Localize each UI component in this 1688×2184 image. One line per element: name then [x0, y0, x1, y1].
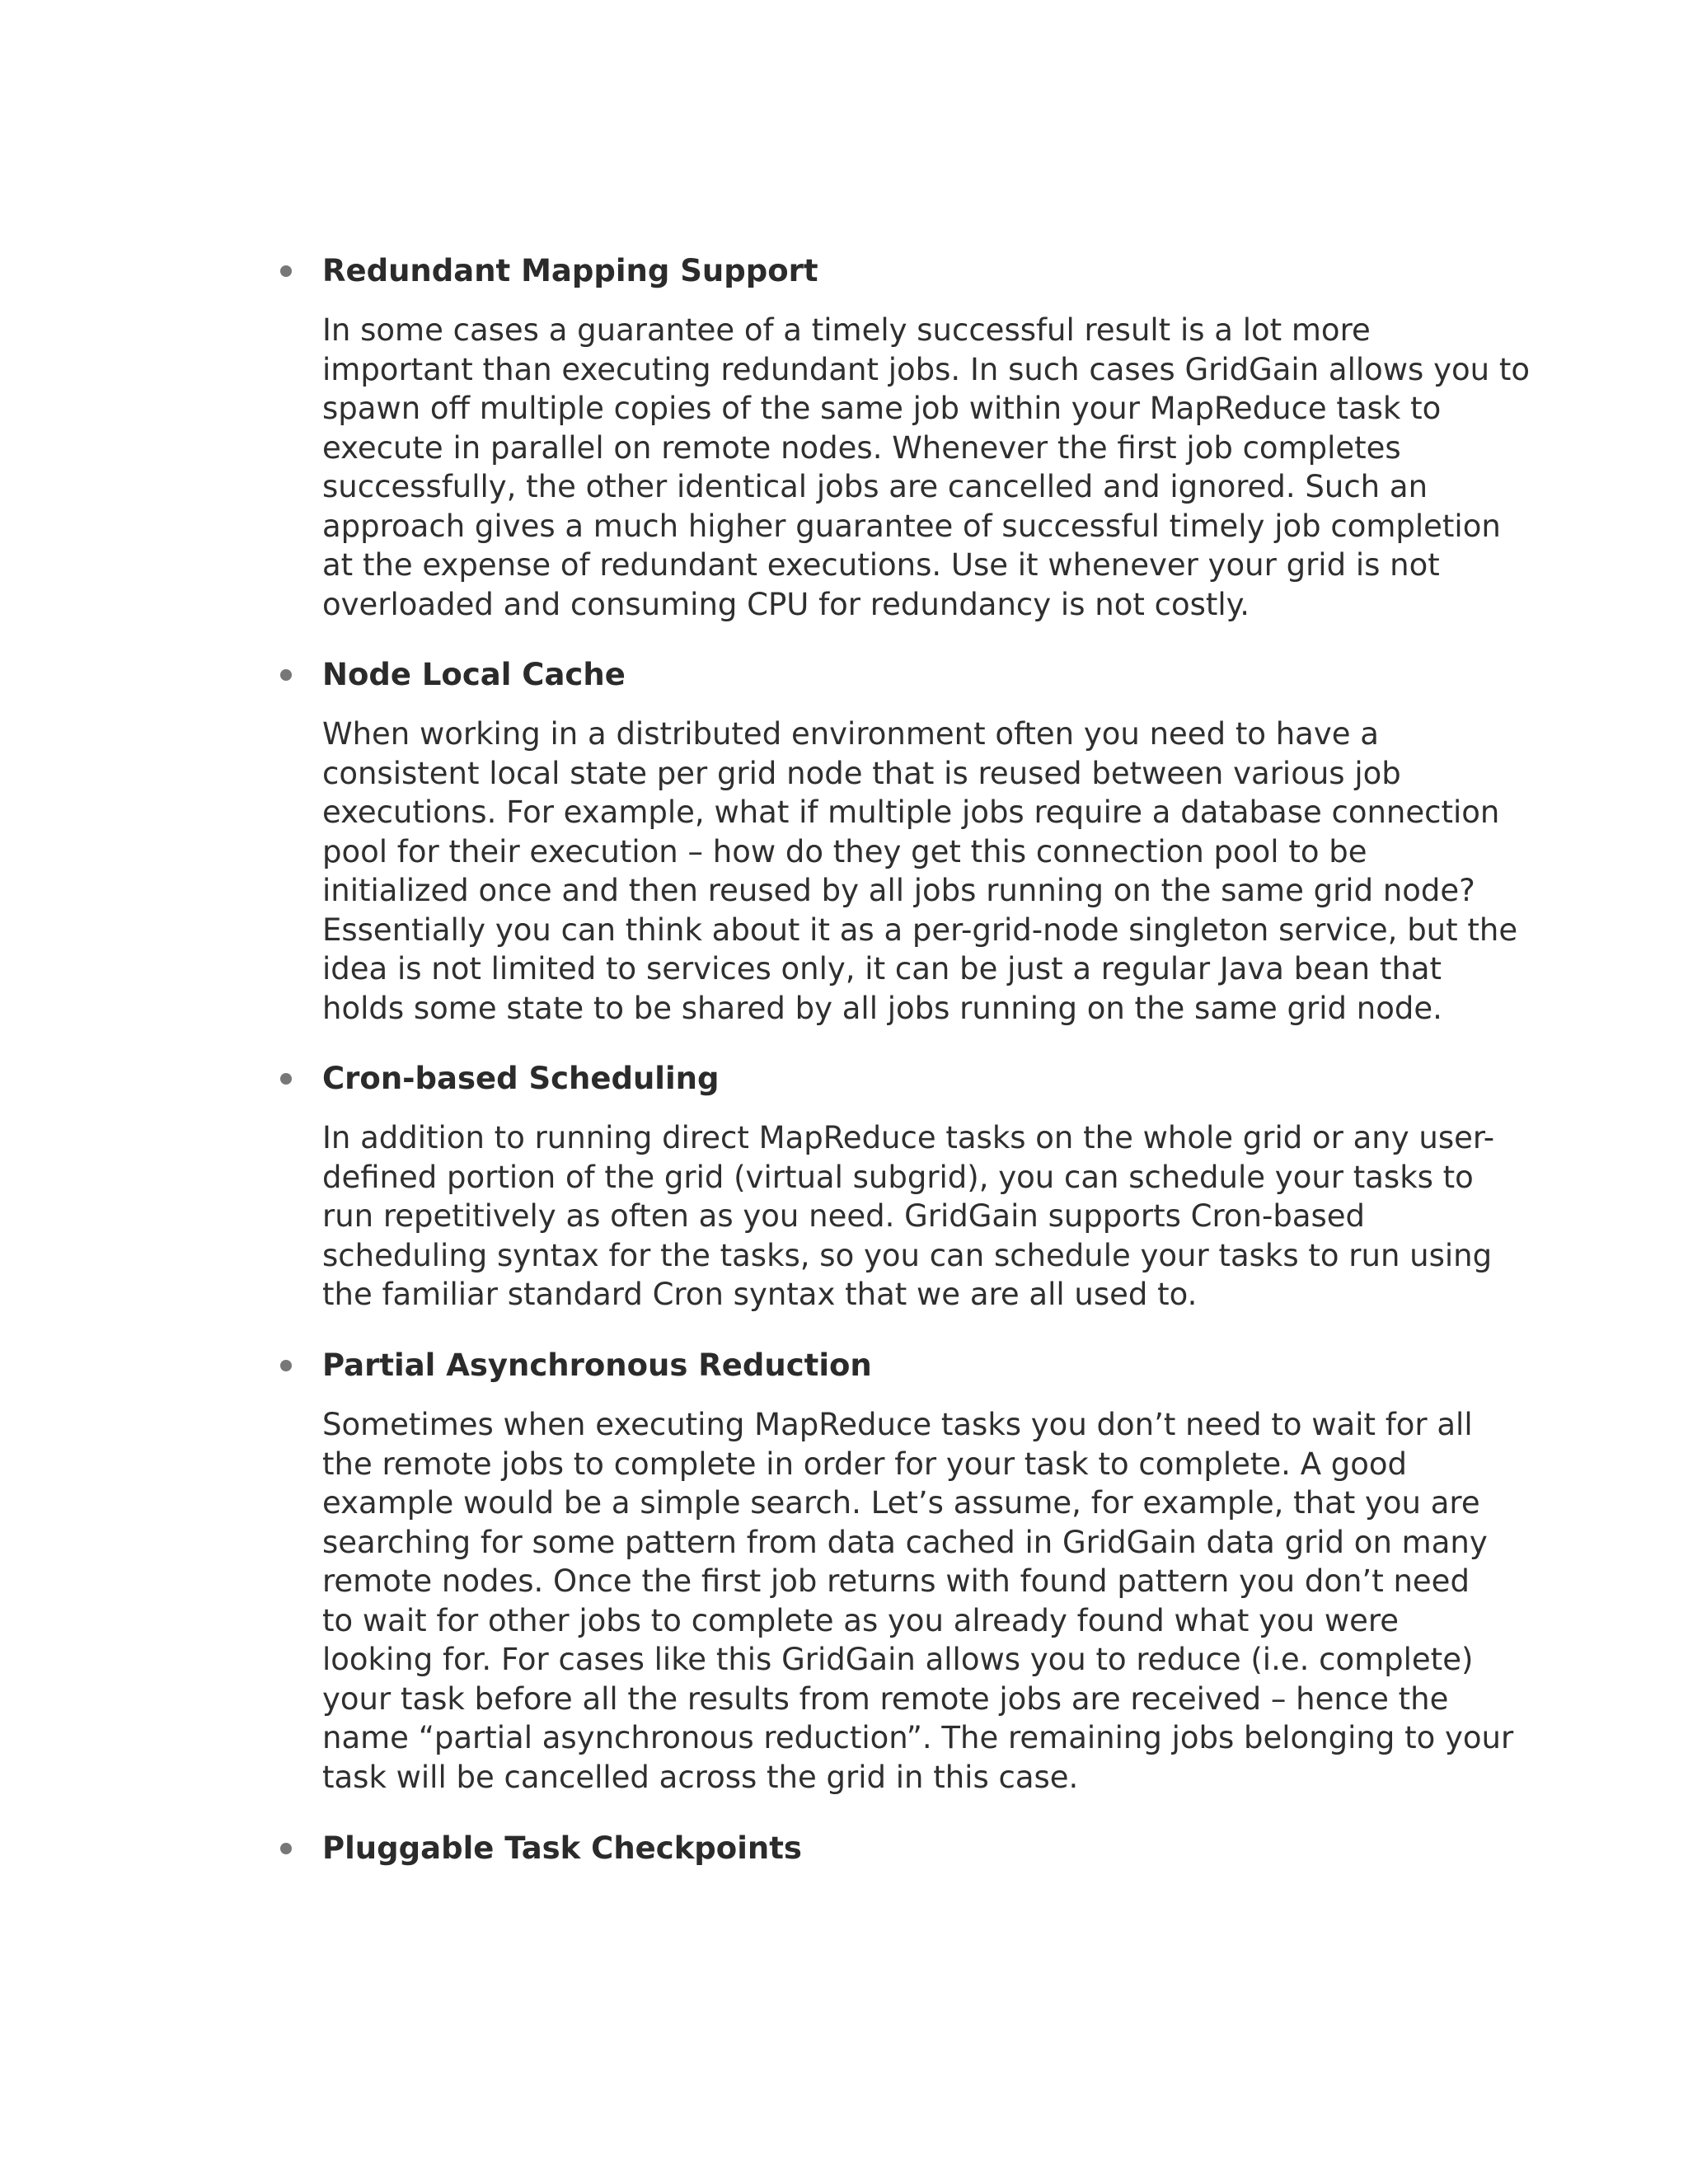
- description-line: spawn off multiple copies of the same job within your MapReduce task to: [322, 391, 1442, 426]
- description-line: holds some state to be shared by all jobs running on the same grid node.: [322, 990, 1442, 1026]
- description-line: executions. For example, what if multiple jobs require a database connection: [322, 794, 1500, 830]
- description-line: at the expense of redundant executions. Use it whenever your grid is not: [322, 547, 1440, 583]
- description-line: approach gives a much higher guarantee of successful timely job completion: [322, 508, 1501, 544]
- description-line: example would be a simple search. Let’s assume, for example, that you are: [322, 1485, 1480, 1521]
- description-line: remote nodes. Once the first job returns with found pattern you don’t need: [322, 1563, 1470, 1599]
- description-line: Essentially you can think about it as a per-grid-node singleton service, but the: [322, 912, 1518, 948]
- description-line: successfully, the other identical jobs are cancelled and ignored. Such an: [322, 469, 1428, 504]
- feature-description: [322, 1405, 1514, 1797]
- bullet-icon: [280, 1843, 292, 1854]
- description-line: task will be cancelled across the grid in this case.: [322, 1759, 1079, 1795]
- description-line: When working in a distributed environment often you need to have a: [322, 716, 1379, 752]
- description-line: In some cases a guarantee of a timely successful result is a lot more: [322, 312, 1371, 348]
- description-line: defined portion of the grid (virtual subgrid), you can schedule your tasks to: [322, 1159, 1474, 1195]
- feature-description: [322, 1118, 1495, 1315]
- bullet-icon: [280, 669, 292, 681]
- description-line: initialized once and then reused by all jobs running on the same grid node?: [322, 873, 1475, 908]
- description-line: consistent local state per grid node that is reused between various job: [322, 755, 1401, 791]
- bullet-icon: [280, 1073, 292, 1085]
- description-line: to wait for other jobs to complete as you already found what you were: [322, 1602, 1400, 1638]
- description-line: run repetitively as often as you need. GridGain supports Cron-based: [322, 1198, 1366, 1234]
- description-line: the remote jobs to complete in order for your task to complete. A good: [322, 1446, 1408, 1482]
- description-line: important than executing redundant jobs. In such cases GridGain allows you to: [322, 351, 1530, 387]
- description-line: idea is not limited to services only, it can be just a regular Java bean that: [322, 951, 1442, 987]
- description-line: Sometimes when executing MapReduce tasks you don’t need to wait for all: [322, 1407, 1473, 1442]
- bullet-icon: [280, 265, 292, 277]
- feature-title: Node Local Cache: [322, 657, 626, 692]
- feature-description: [322, 311, 1530, 624]
- description-line: searching for some pattern from data cached in GridGain data grid on many: [322, 1524, 1488, 1560]
- bullet-icon: [280, 1360, 292, 1371]
- description-line: execute in parallel on remote nodes. Whenever the first job completes: [322, 429, 1401, 466]
- feature-title: Partial Asynchronous Reduction: [322, 1347, 872, 1383]
- description-line: the familiar standard Cron syntax that we are all used to.: [322, 1277, 1198, 1312]
- description-line: name “partial asynchronous reduction”. The remaining jobs belonging to your: [322, 1720, 1514, 1755]
- feature-title: Pluggable Task Checkpoints: [322, 1830, 802, 1866]
- description-line: looking for. For cases like this GridGain allows you to reduce (i.e. complete): [322, 1642, 1474, 1677]
- description-line: overloaded and consuming CPU for redundancy is not costly.: [322, 586, 1250, 622]
- feature-description: [322, 715, 1518, 1028]
- feature-title: Cron-based Scheduling: [322, 1061, 720, 1096]
- description-line: In addition to running direct MapReduce tasks on the whole grid or any user-: [322, 1120, 1495, 1155]
- description-line: your task before all the results from remote jobs are received – hence the: [322, 1680, 1449, 1717]
- description-line: pool for their execution – how do they get this connection pool to be: [322, 833, 1367, 869]
- description-line: scheduling syntax for the tasks, so you can schedule your tasks to run using: [322, 1237, 1493, 1273]
- feature-title: Redundant Mapping Support: [322, 253, 818, 288]
